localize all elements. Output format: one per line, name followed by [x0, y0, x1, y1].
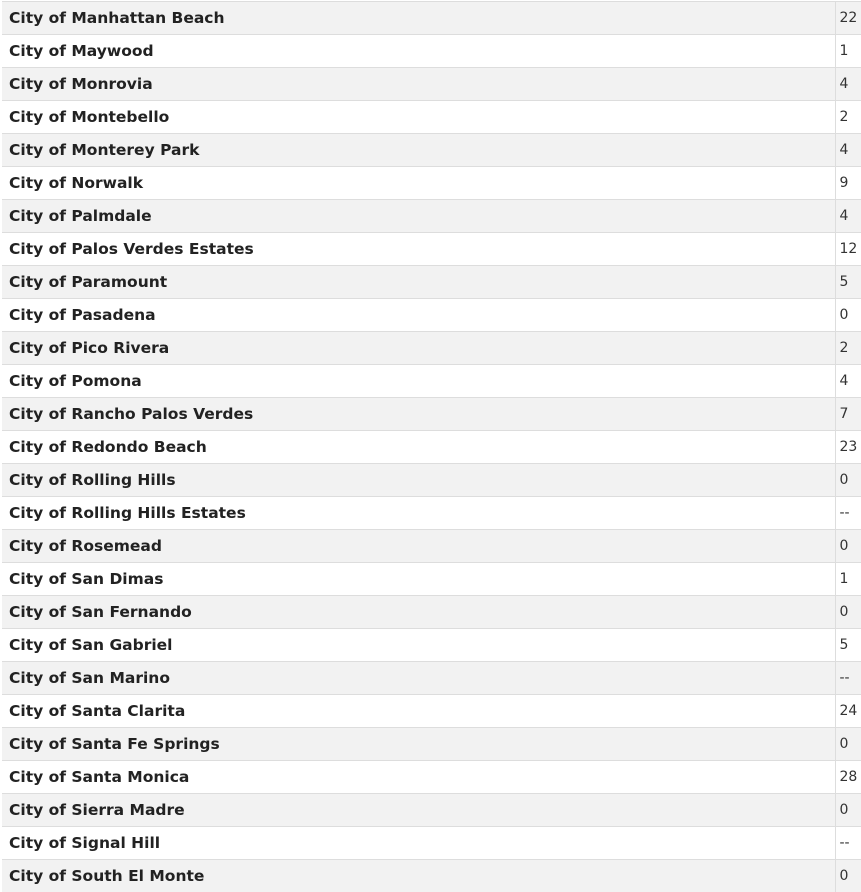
city-name-cell: City of San Marino — [2, 662, 835, 695]
table-row — [2, 497, 861, 530]
table-row — [2, 332, 861, 365]
city-count-cell: 0 — [835, 794, 861, 827]
city-name-cell: City of Manhattan Beach — [2, 2, 835, 35]
table-row — [2, 101, 861, 134]
table-row — [2, 464, 861, 497]
city-count-cell: 4 — [835, 134, 861, 167]
city-count-cell: 2 — [835, 101, 861, 134]
city-name-cell: City of Maywood — [2, 35, 835, 68]
city-name-cell: City of Paramount — [2, 266, 835, 299]
city-count-cell: 2 — [835, 332, 861, 365]
city-count-cell: 24 — [835, 695, 861, 728]
table-row — [2, 134, 861, 167]
city-count-cell: 4 — [835, 365, 861, 398]
city-count-cell: 0 — [835, 860, 861, 892]
city-name-cell: City of South El Monte — [2, 860, 835, 892]
city-name-cell: City of Santa Clarita — [2, 695, 835, 728]
city-count-cell: 0 — [835, 530, 861, 563]
city-count-cell: 4 — [835, 68, 861, 101]
city-name-cell: City of Rancho Palos Verdes — [2, 398, 835, 431]
city-name-cell: City of Rolling Hills — [2, 464, 835, 497]
city-count-cell: -- — [835, 827, 861, 860]
table-row — [2, 167, 861, 200]
city-count-cell: 5 — [835, 629, 861, 662]
city-name-cell: City of Norwalk — [2, 167, 835, 200]
city-count-cell: 1 — [835, 35, 861, 68]
city-count-cell: 7 — [835, 398, 861, 431]
table-row — [2, 68, 861, 101]
table-row — [2, 563, 861, 596]
table-row — [2, 365, 861, 398]
city-name-cell: City of Santa Monica — [2, 761, 835, 794]
city-name-cell: City of Palmdale — [2, 200, 835, 233]
city-name-cell: City of Rolling Hills Estates — [2, 497, 835, 530]
city-name-cell: City of Redondo Beach — [2, 431, 835, 464]
table-row — [2, 629, 861, 662]
city-name-cell: City of Montebello — [2, 101, 835, 134]
city-count-cell: 4 — [835, 200, 861, 233]
table-row — [2, 530, 861, 563]
city-table — [2, 1, 861, 892]
table-row — [2, 35, 861, 68]
city-table-body — [2, 2, 861, 892]
city-name-cell: City of Signal Hill — [2, 827, 835, 860]
table-row — [2, 662, 861, 695]
table-row — [2, 398, 861, 431]
city-name-cell: City of Pasadena — [2, 299, 835, 332]
table-row — [2, 794, 861, 827]
city-name-cell: City of Monrovia — [2, 68, 835, 101]
city-count-cell: 0 — [835, 596, 861, 629]
city-count-cell: -- — [835, 662, 861, 695]
city-name-cell: City of Pico Rivera — [2, 332, 835, 365]
city-name-cell: City of Monterey Park — [2, 134, 835, 167]
city-name-cell: City of San Fernando — [2, 596, 835, 629]
city-count-cell: 9 — [835, 167, 861, 200]
city-count-cell: 1 — [835, 563, 861, 596]
table-row — [2, 233, 861, 266]
city-count-cell: 0 — [835, 464, 861, 497]
city-count-cell: 0 — [835, 728, 861, 761]
table-row — [2, 860, 861, 892]
city-count-cell: 23 — [835, 431, 861, 464]
table-row — [2, 2, 861, 35]
city-count-cell: 22 — [835, 2, 861, 35]
table-row — [2, 299, 861, 332]
table-row — [2, 200, 861, 233]
city-count-cell: 12 — [835, 233, 861, 266]
city-name-cell: City of Pomona — [2, 365, 835, 398]
table-row — [2, 431, 861, 464]
table-row — [2, 827, 861, 860]
city-name-cell: City of Santa Fe Springs — [2, 728, 835, 761]
table-row — [2, 695, 861, 728]
city-name-cell: City of Rosemead — [2, 530, 835, 563]
city-count-cell: 5 — [835, 266, 861, 299]
table-row — [2, 728, 861, 761]
city-name-cell: City of Palos Verdes Estates — [2, 233, 835, 266]
table-row — [2, 761, 861, 794]
city-count-cell: -- — [835, 497, 861, 530]
table-row — [2, 266, 861, 299]
city-name-cell: City of San Dimas — [2, 563, 835, 596]
city-name-cell: City of Sierra Madre — [2, 794, 835, 827]
city-count-cell: 0 — [835, 299, 861, 332]
table-row — [2, 596, 861, 629]
city-count-cell: 28 — [835, 761, 861, 794]
city-name-cell: City of San Gabriel — [2, 629, 835, 662]
